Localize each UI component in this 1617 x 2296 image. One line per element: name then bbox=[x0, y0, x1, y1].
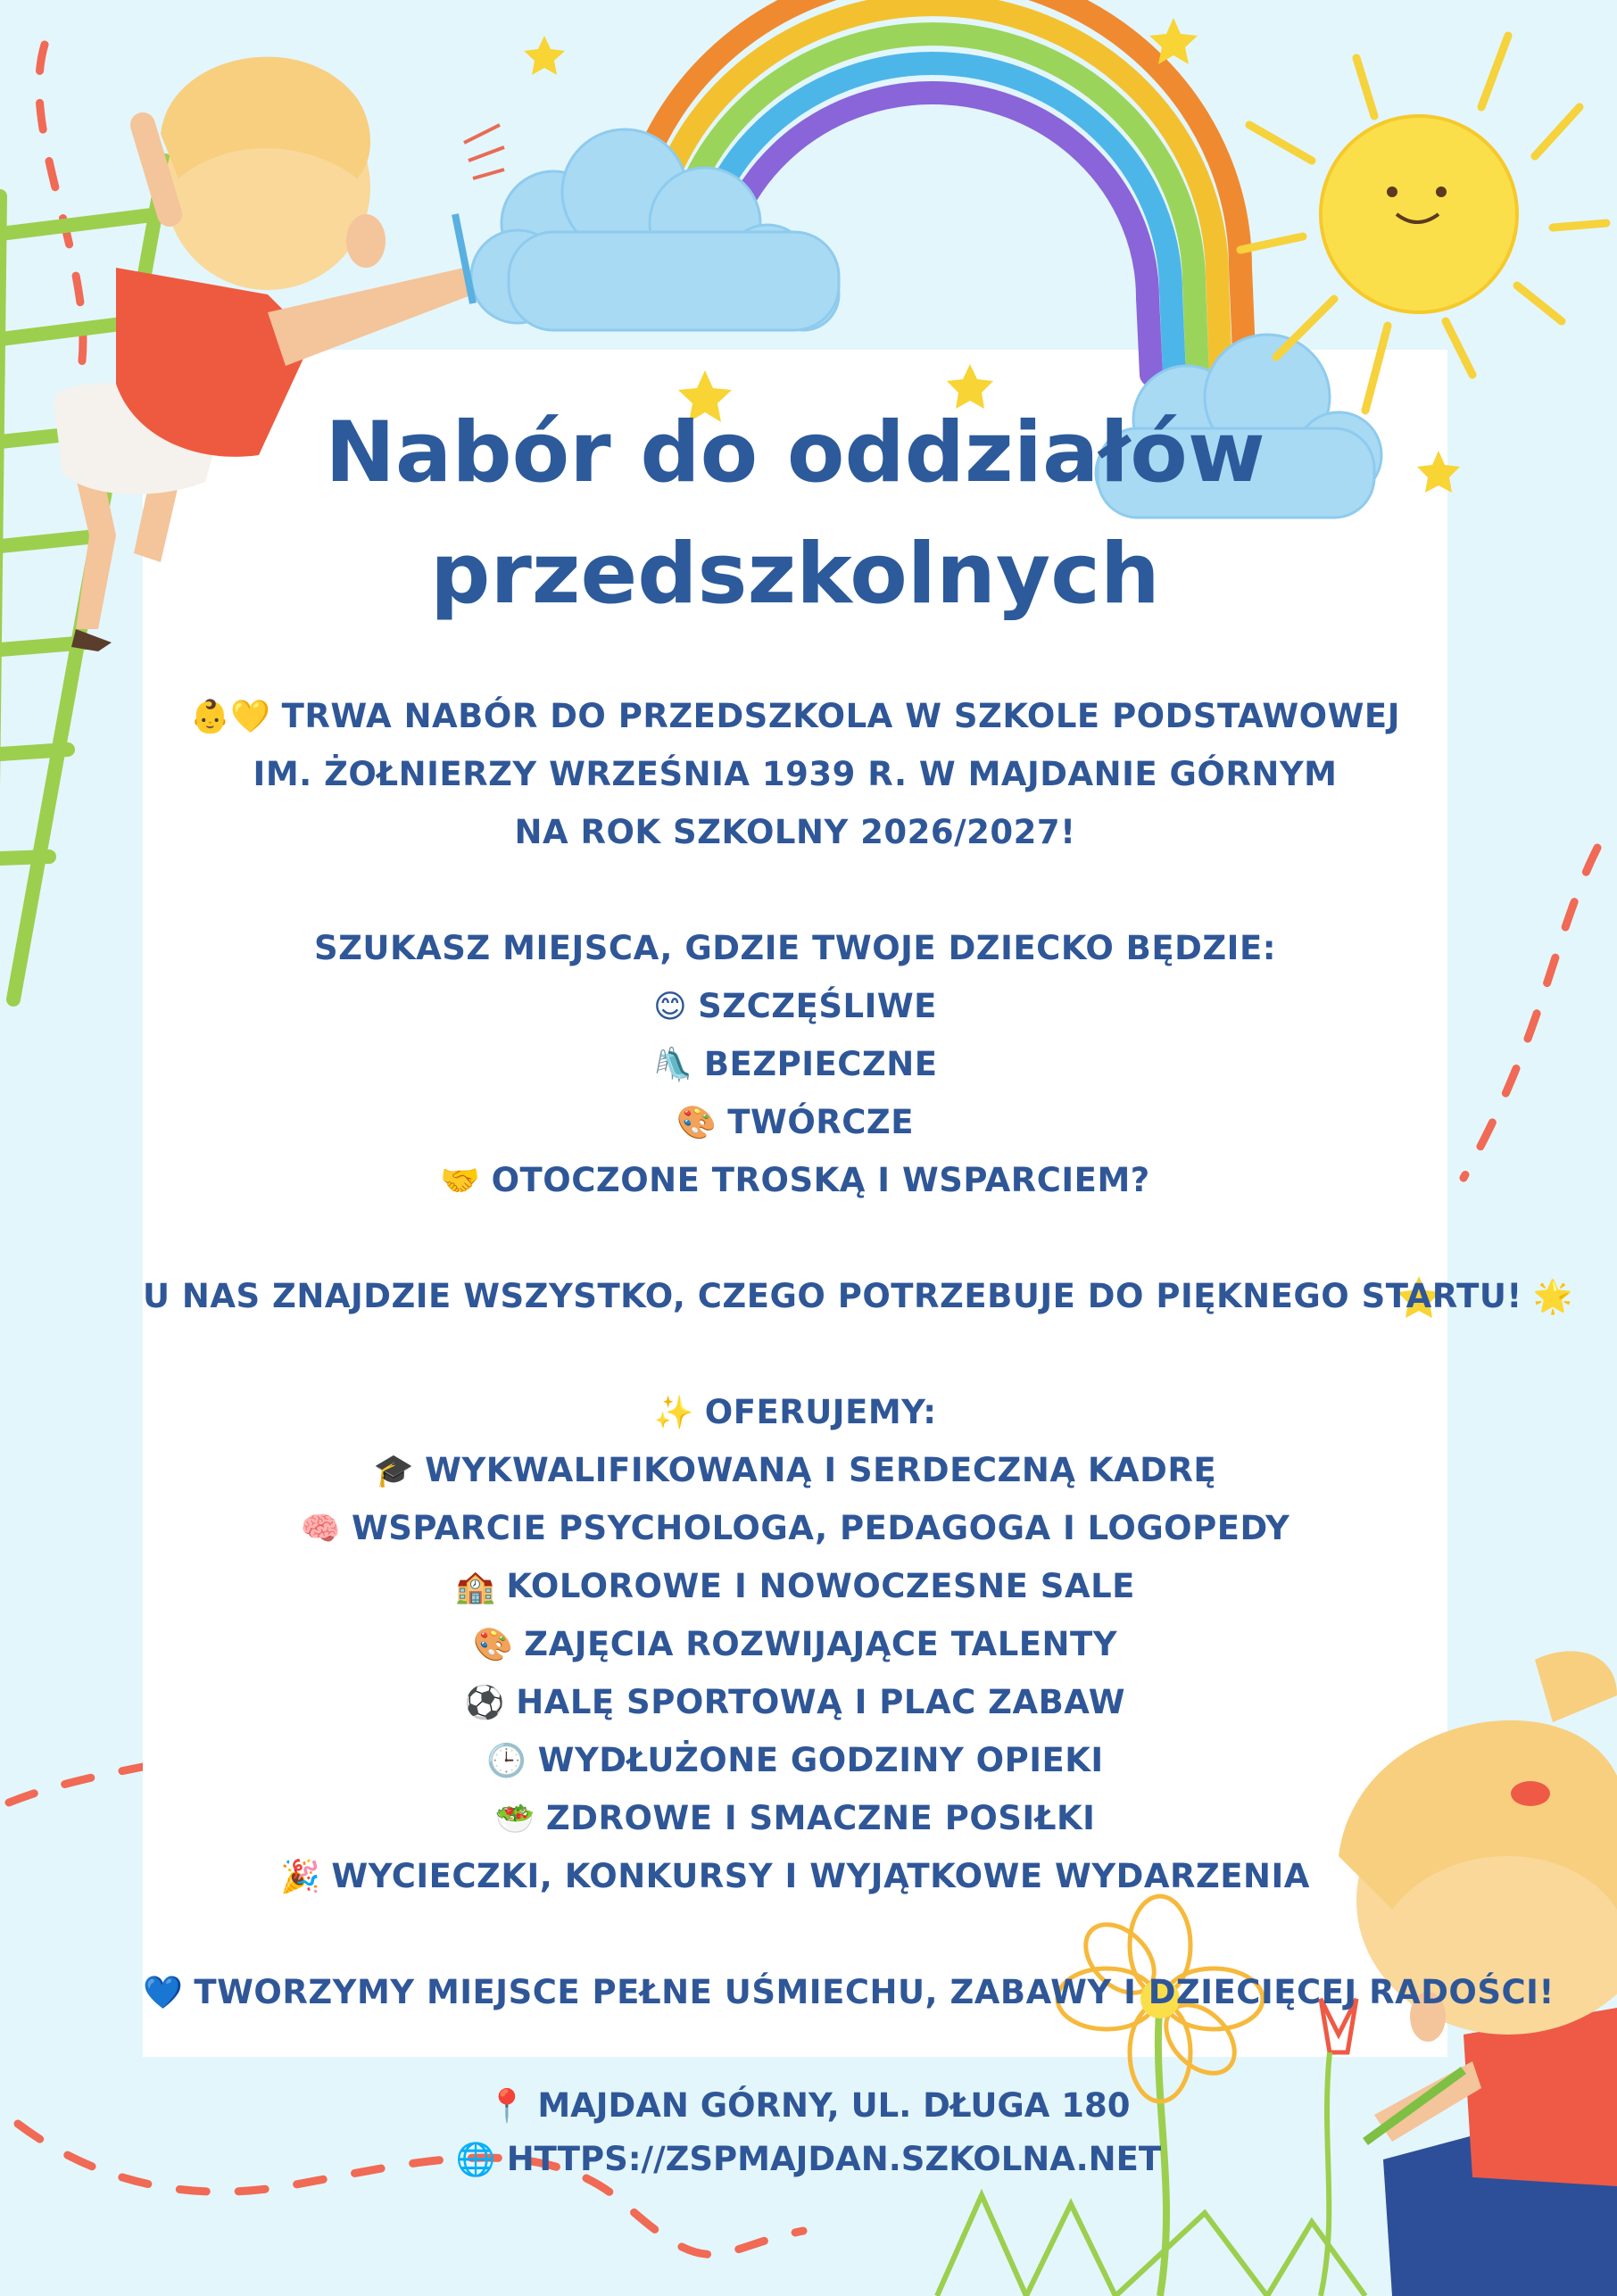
smile-icon: 😊 bbox=[653, 989, 688, 1025]
website-link[interactable]: HTTPS://ZSPMAJDAN.SZKOLNA.NET bbox=[506, 2140, 1162, 2178]
title-line-1: Nabór do oddziałów bbox=[325, 404, 1265, 501]
intro-line: IM. ŻOŁNIERZY WRZEŚNIA 1939 R. W MAJDANIE GÓRNYM bbox=[253, 755, 1338, 793]
clock-icon: 🕒 bbox=[486, 1743, 527, 1779]
list-item: 😊 SZCZĘŚLIWE bbox=[653, 987, 937, 1025]
baby-heart-icon: 👶💛 bbox=[190, 699, 271, 735]
glowing-star-icon: 🌟 bbox=[1532, 1279, 1574, 1315]
closing-line: 💙 TWORZYMY MIEJSCE PEŁNE UŚMIECHU, ZABAWY I DZIECIĘCEJ RADOŚCI! bbox=[143, 1973, 1555, 2011]
palette-icon: 🎨 bbox=[676, 1105, 717, 1141]
handshake-icon: 🤝 bbox=[440, 1163, 481, 1199]
poster-title bbox=[143, 393, 1447, 635]
brain-icon: 🧠 bbox=[300, 1511, 341, 1547]
list-item: 🎉 WYCIECZKI, KONKURSY I WYJĄTKOWE WYDARZENIA bbox=[280, 1857, 1310, 1895]
question-heading: SZUKASZ MIEJSCA, GDZIE TWOJE DZIECKO BĘDZIE: bbox=[313, 929, 1277, 967]
list-item: 🎓 WYKWALIFIKOWANĄ I SERDECZNĄ KADRĘ bbox=[373, 1451, 1217, 1489]
graduation-cap-icon: 🎓 bbox=[373, 1453, 415, 1489]
website-line[interactable] bbox=[0, 2133, 1617, 2186]
list-item: ⚽ HALĘ SPORTOWĄ I PLAC ZABAW bbox=[464, 1683, 1126, 1721]
offer-heading: ✨ OFERUJEMY: bbox=[653, 1393, 937, 1431]
list-item: 🕒 WYDŁUŻONE GODZINY OPIEKI bbox=[486, 1741, 1104, 1779]
slide-icon: 🛝 bbox=[652, 1047, 693, 1083]
school-icon: 🏫 bbox=[455, 1569, 496, 1605]
title-line-2: przedszkolnych bbox=[430, 526, 1160, 623]
blue-heart-icon: 💙 bbox=[143, 1975, 184, 2011]
soccer-ball-icon: ⚽ bbox=[464, 1685, 506, 1721]
pin-icon: 📍 bbox=[486, 2088, 527, 2125]
globe-icon: 🌐 bbox=[455, 2142, 496, 2178]
poster-body bbox=[143, 687, 1574, 2021]
intro-line: NA ROK SZKOLNY 2026/2027! bbox=[514, 813, 1076, 851]
address-line: 📍 MAJDAN GÓRNY, UL. DŁUGA 180 bbox=[486, 2086, 1131, 2125]
list-item: 🏫 KOLOROWE I NOWOCZESNE SALE bbox=[455, 1567, 1135, 1605]
party-popper-icon: 🎉 bbox=[280, 1859, 321, 1895]
palette-icon: 🎨 bbox=[472, 1627, 514, 1663]
list-item: 🥗 ZDROWE I SMACZNE POSIŁKI bbox=[494, 1799, 1096, 1837]
answer-line: U NAS ZNAJDZIE WSZYSTKO, CZEGO POTRZEBUJE DO PIĘKNEGO STARTU! 🌟 bbox=[143, 1277, 1574, 1315]
list-item: 🎨 ZAJĘCIA ROZWIJAJĄCE TALENTY bbox=[472, 1625, 1118, 1663]
salad-icon: 🥗 bbox=[494, 1801, 535, 1837]
list-item: 🤝 OTOCZONE TROSKĄ I WSPARCIEM? bbox=[440, 1161, 1150, 1199]
list-item: 🎨 TWÓRCZE bbox=[676, 1103, 915, 1141]
sparkles-icon: ✨ bbox=[653, 1395, 694, 1431]
intro-line: 👶💛 TRWA NABÓR DO PRZEDSZKOLA W SZKOLE PODSTAWOWEJ bbox=[190, 697, 1400, 735]
list-item: 🛝 BEZPIECZNE bbox=[652, 1045, 938, 1083]
list-item: 🧠 WSPARCIE PSYCHOLOGA, PEDAGOGA I LOGOPEDY bbox=[300, 1509, 1290, 1547]
contact-footer bbox=[0, 2079, 1617, 2186]
